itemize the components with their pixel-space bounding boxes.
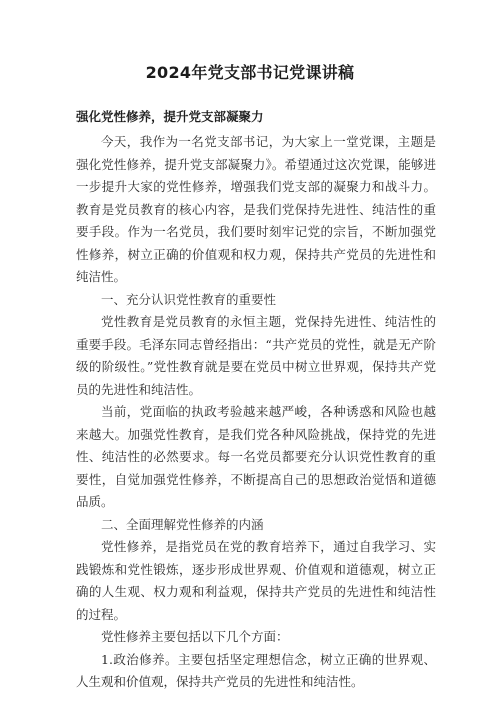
list-item: 1.政治修养。主要包括坚定理想信念，树立正确的世界观、人生观和价值观，保持共产党员的先进性和纯洁性。 bbox=[76, 651, 436, 689]
body-paragraph: 党性教育是党员教育的永恒主题，党保持先进性、纯洁性的重要手段。毛泽东同志曾经指出：“共产党员的党性，就是无产阶级的阶级性。”党性教育就是要在党员中树立世界观，保持共产党员的先进性和纯洁性。 bbox=[76, 314, 436, 397]
document-body bbox=[76, 131, 436, 694]
document-title: 2024年党支部书记党课讲稿 bbox=[145, 63, 355, 82]
document-subtitle: 强化党性修养，提升党支部凝聚力 bbox=[76, 109, 264, 124]
body-paragraph: 党性修养，是指党员在党的教育培养下，通过自我学习、实践锻炼和党性锻炼，逐步形成世界观、价值观和道德观，树立正确的人生观、权力观和利益观，保持共产党员的先进性和纯洁性的过程。 bbox=[76, 539, 436, 622]
section-heading-1: 一、充分认识党性教育的重要性 bbox=[101, 291, 277, 307]
intro-paragraph: 今天，我作为一名党支部书记，为大家上一堂党课，主题是强化党性修养，提升党支部凝聚力》。希望通过这次党课，能够进一步提升大家的党性修养，增强我们党支部的凝聚力和战斗力。教育是党员教育的核心内容，是我们党保持先进性、纯洁性的重要手段。作为一名党员，我们要时刻牢记党的宗旨，不断加强党性修养，树立正确的价值观和权力观，保持共产党员的先进性和纯洁性。 bbox=[76, 134, 436, 284]
section-heading-2: 二、全面理解党性修养的内涵 bbox=[101, 516, 264, 532]
body-paragraph: 党性修养主要包括以下几个方面： bbox=[101, 629, 289, 644]
body-paragraph: 当前，党面临的执政考验越来越严峻，各种诱惑和风险也越来越大。加强党性教育，是我们党各种风险挑战，保持党的先进性、纯洁性的必然要求。每一名党员都要充分认识党性教育的重要性，自觉加强党性修养，不断提高自己的思想政治觉悟和道德品质。 bbox=[76, 404, 436, 509]
